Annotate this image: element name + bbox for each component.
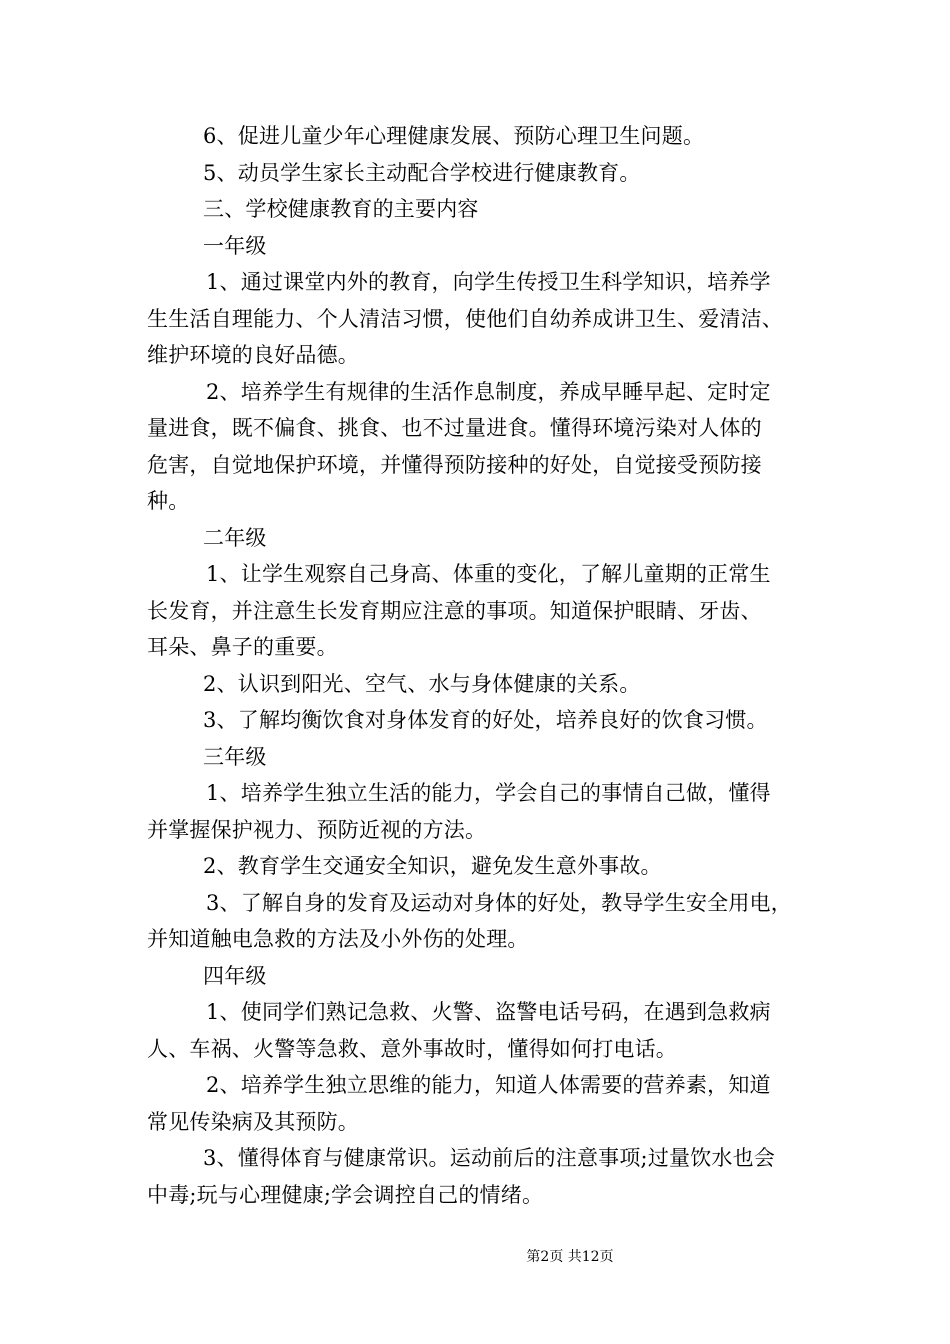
paragraph-line: 种。 — [147, 489, 190, 513]
paragraph-line: 生生活自理能力、个人清洁习惯，使他们自幼养成讲卫生、爱清洁、 — [147, 306, 783, 331]
footer-suffix: 页 — [599, 1249, 614, 1265]
footer-prefix: 第 — [526, 1249, 541, 1265]
paragraph-line: 并掌握保护视力、预防近视的方法。 — [147, 817, 487, 842]
paragraph-line: 维护环境的良好品德。 — [147, 343, 359, 367]
paragraph-line: 1、让学生观察自己身高、体重的变化，了解儿童期的正常生 — [206, 562, 771, 586]
paragraph-line: 1、使同学们熟记急救、火警、盗警电话号码，在遇到急救病 — [206, 1000, 771, 1024]
footer-middle: 页 共 — [549, 1249, 582, 1265]
paragraph-line: 2、培养学生有规律的生活作息制度，养成早睡早起、定时定 — [206, 379, 771, 404]
page-number-footer — [0, 1248, 950, 1266]
paragraph-line: 长发育，并注意生长发育期应注意的事项。知道保护眼睛、牙齿、 — [147, 598, 762, 623]
paragraph-line: 6、促进儿童少年心理健康发展、预防心理卫生问题。 — [203, 124, 705, 148]
document-body — [147, 118, 817, 1213]
paragraph-line: 2、培养学生独立思维的能力，知道人体需要的营养素，知道 — [206, 1073, 771, 1097]
paragraph-line: 人、车祸、火警等急救、意外事故时，懂得如何打电话。 — [147, 1036, 677, 1061]
paragraph-line: 1、通过课堂内外的教育，向学生传授卫生科学知识，培养学 — [206, 270, 771, 294]
paragraph-line: 耳朵、鼻子的重要。 — [147, 635, 338, 659]
paragraph-line: 3、了解均衡饮食对身体发育的好处，培养良好的饮食习惯。 — [203, 708, 768, 732]
grade-heading: 一年级 — [203, 233, 267, 258]
paragraph-line: 常见传染病及其预防。 — [147, 1109, 359, 1134]
paragraph-line: 5、动员学生家长主动配合学校进行健康教育。 — [203, 160, 641, 185]
grade-heading: 三年级 — [203, 744, 267, 769]
current-page-number: 2 — [540, 1249, 550, 1265]
paragraph-line: 并知道触电急救的方法及小外伤的处理。 — [147, 927, 529, 951]
paragraph-line: 危害，自觉地保护环境，并懂得预防接种的好处，自觉接受预防接 — [147, 452, 762, 477]
section-heading: 三、学校健康教育的主要内容 — [203, 197, 479, 221]
grade-heading: 二年级 — [203, 525, 267, 550]
total-pages-number: 12 — [581, 1249, 600, 1265]
paragraph-line: 3、了解自身的发育及运动对身体的好处，教导学生安全用电， — [206, 890, 792, 915]
paragraph-line: 1、培养学生独立生活的能力，学会自己的事情自己做，懂得 — [206, 781, 771, 805]
paragraph-line: 2、认识到阳光、空气、水与身体健康的关系。 — [203, 671, 641, 696]
paragraph-line: 2、教育学生交通安全知识，避免发生意外事故。 — [203, 854, 662, 878]
paragraph-line: 中毒;玩与心理健康;学会调控自己的情绪。 — [147, 1182, 544, 1207]
paragraph-line: 量进食，既不偏食、挑食、也不过量进食。懂得环境污染对人体的 — [147, 416, 762, 440]
grade-heading: 四年级 — [203, 963, 267, 988]
paragraph-line: 3、懂得体育与健康常识。运动前后的注意事项;过量饮水也会 — [203, 1146, 776, 1170]
